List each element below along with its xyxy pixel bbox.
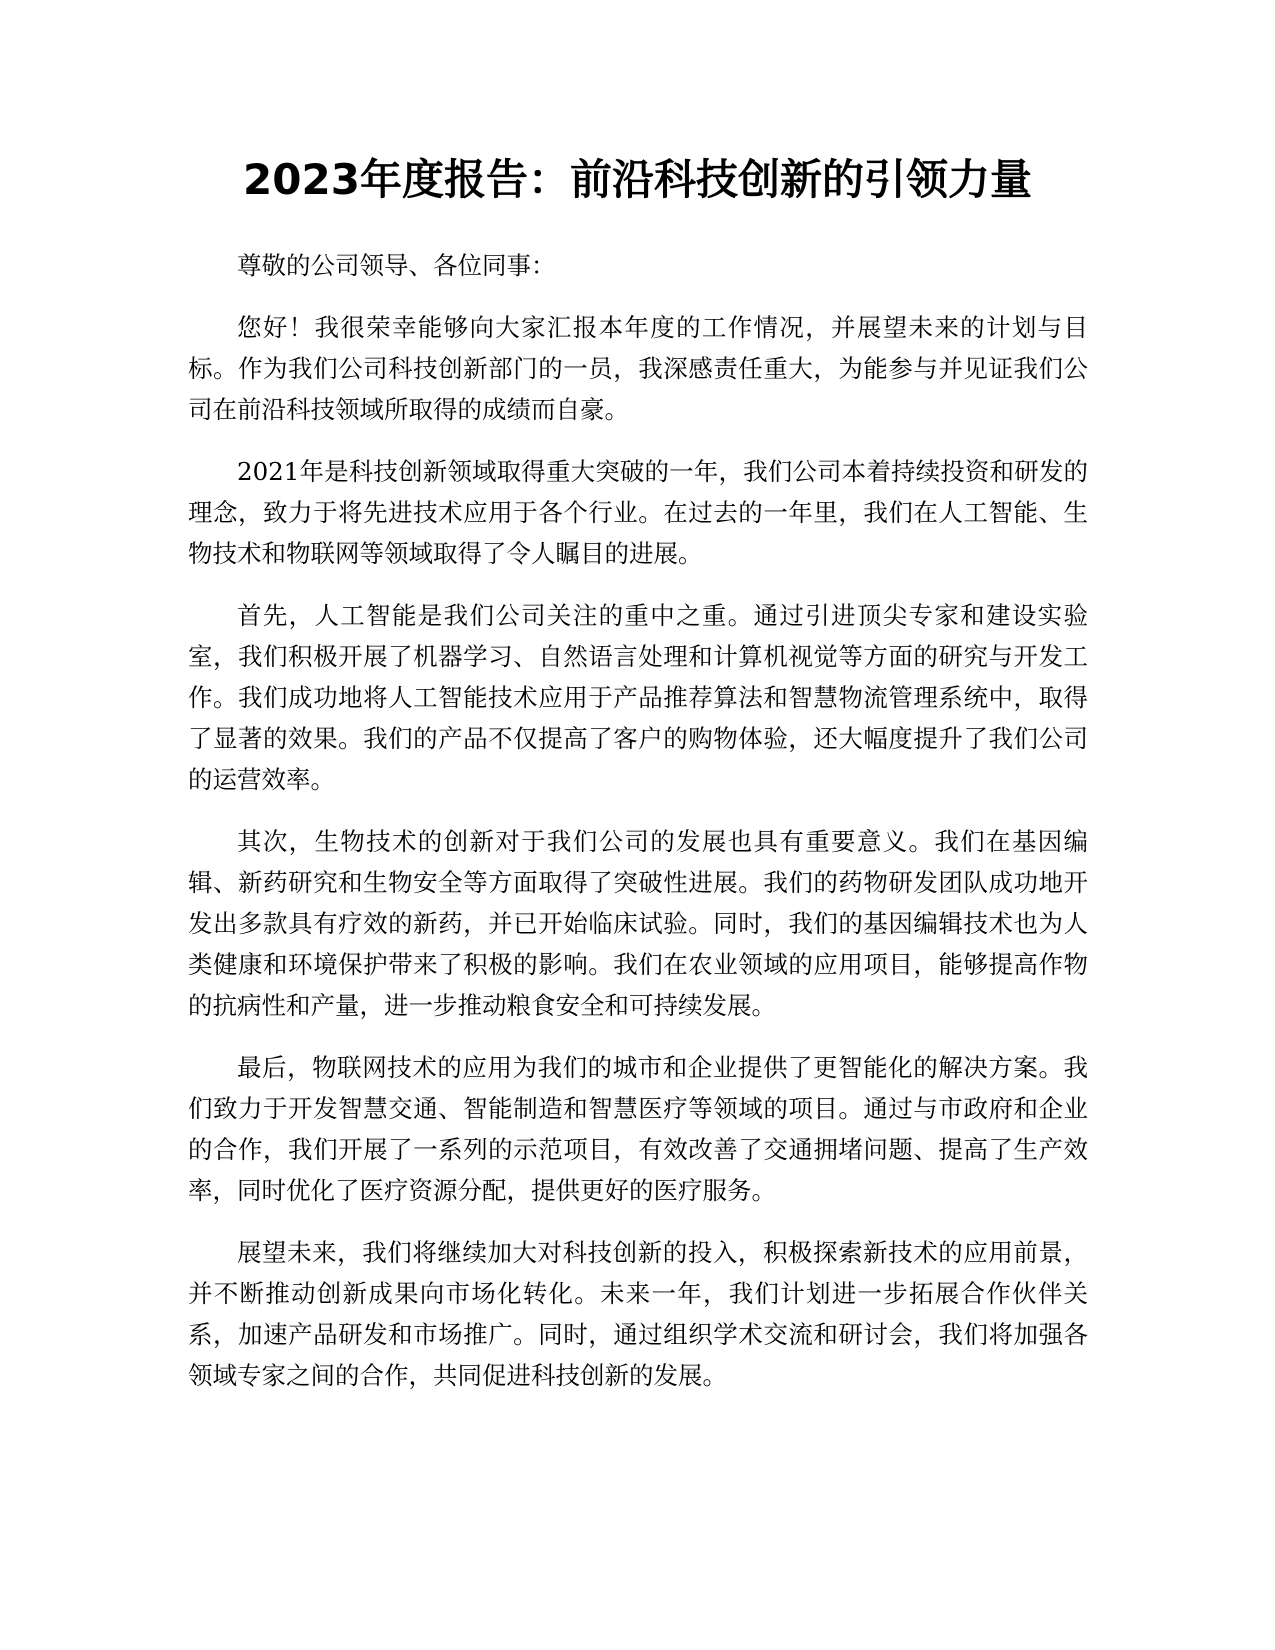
ai-paragraph: 首先，人工智能是我们公司关注的重中之重。通过引进顶尖专家和建设实验室，我们积极开展了机器学习、自然语言处理和计算机视觉等方面的研究与开发工作。我们成功地将人工智能技术应用于产品推荐算法和智慧物流管理系统中，取得了显著的效果。我们的产品不仅提高了客户的购物体验，还大幅度提升了我们公司的运营效率。 [188,601,1088,794]
salutation-paragraph: 尊敬的公司领导、各位同事： [237,251,556,280]
year-review-paragraph: 2021年是科技创新领域取得重大突破的一年，我们公司本着持续投资和研发的理念，致力于将先进技术应用于各个行业。在过去的一年里，我们在人工智能、生物技术和物联网等领域取得了令人瞩目的进展。 [188,457,1088,568]
biotech-paragraph: 其次，生物技术的创新对于我们公司的发展也具有重要意义。我们在基因编辑、新药研究和生物安全等方面取得了突破性进展。我们的药物研发团队成功地开发出多款具有疗效的新药，并已开始临床试验。同时，我们的基因编辑技术也为人类健康和环境保护带来了积极的影响。我们在农业领域的应用项目，能够提高作物的抗病性和产量，进一步推动粮食安全和可持续发展。 [188,827,1088,1020]
document-title: 2023年度报告：前沿科技创新的引领力量 [243,155,1032,204]
greeting-paragraph: 您好！我很荣幸能够向大家汇报本年度的工作情况，并展望未来的计划与目标。作为我们公司科技创新部门的一员，我深感责任重大，为能参与并见证我们公司在前沿科技领域所取得的成绩而自豪。 [188,313,1088,424]
document-body [188,245,1088,1417]
outlook-paragraph: 展望未来，我们将继续加大对科技创新的投入，积极探索新技术的应用前景，并不断推动创新成果向市场化转化。未来一年，我们计划进一步拓展合作伙伴关系，加速产品研发和市场推广。同时，通过组织学术交流和研讨会，我们将加强各领域专家之间的合作，共同促进科技创新的发展。 [188,1238,1088,1390]
iot-paragraph: 最后，物联网技术的应用为我们的城市和企业提供了更智能化的解决方案。我们致力于开发智慧交通、智能制造和智慧医疗等领域的项目。通过与市政府和企业的合作，我们开展了一系列的示范项目，有效改善了交通拥堵问题、提高了生产效率，同时优化了医疗资源分配，提供更好的医疗服务。 [188,1053,1088,1205]
